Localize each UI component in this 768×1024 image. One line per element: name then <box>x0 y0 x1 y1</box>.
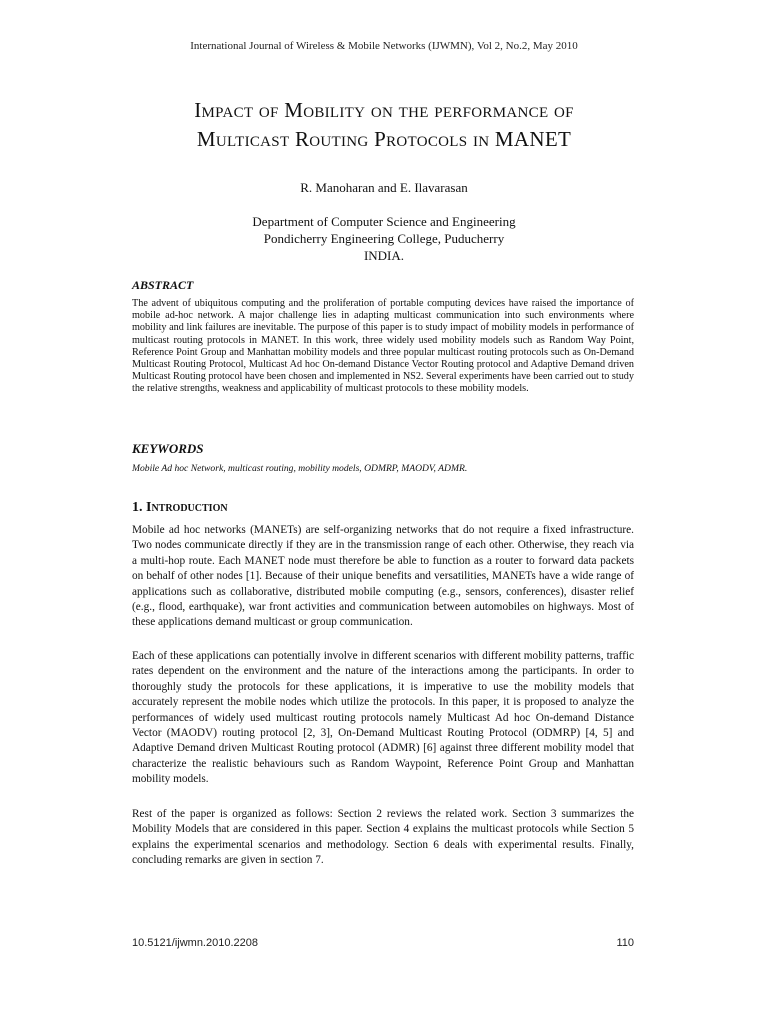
intro-paragraph-1: Mobile ad hoc networks (MANETs) are self-organizing networks that do not require a fixed infrastructure. Two nodes communicate directly if they are in the transmission range of each other. Otherwise, they reach via a multi-hop route. Each MANET node must therefore be able to function as a router to forward data packets on behalf of other nodes [1]. Because of their unique benefits and versatilities, MANETs have a wide range of applications such as collaborative, distributed mobile computing (e.g., sensors, conferences), disaster relief (e.g., flood, earthquake), war front activities and communication between automobiles on highways. Most of these applications demand multicast or group communication. <box>132 524 634 629</box>
affiliation-country: INDIA. <box>363 248 405 263</box>
page-number: 110 <box>616 937 634 949</box>
title-line-1: Impact of Mobility on the performance of <box>194 98 574 122</box>
keywords-text: Mobile Ad hoc Network, multicast routing, mobility models, ODMRP, MAODV, ADMR. <box>132 463 468 474</box>
intro-paragraph-3: Rest of the paper is organized as follows: Section 2 reviews the related work. Section 3 summarizes the Mobility Models that are considered in this paper. Section 4 explains the multicast protocols while Section 5 explains the experimental scenarios and methodology. Section 6 deals with experimental results. Finally, concluding remarks are given in section 7. <box>132 808 634 867</box>
abstract-heading: ABSTRACT <box>132 278 194 292</box>
keywords-heading: KEYWORDS <box>132 441 204 456</box>
footer-doi: 10.5121/ijwmn.2010.2208 <box>132 937 258 949</box>
intro-paragraph-2: Each of these applications can potentially involve in different scenarios with different mobility patterns, traffic rates dependent on the environment and the nature of the interactions among the participants. In order to thoroughly study the protocols for these applications, it is imperative to use the mobility models that accurately represent the mobile nodes which utilize the protocols. In this paper, it is proposed to analyze the performances of widely used multicast routing protocols namely Multicast Ad hoc On-demand Distance Vector (MAODV) routing protocol [2, 3], On-Demand Multicast Routing Protocol (ODMRP) [4, 5] and Adaptive Demand driven Multicast Routing protocol (ADMR) [6] against three different mobility model that characterize the realistic behaviours such as Random Waypoint, Reference Point Group and Manhattan mobility models. <box>132 650 634 786</box>
paper-authors: R. Manoharan and E. Ilavarasan <box>300 180 468 195</box>
affiliation-department: Department of Computer Science and Engineering <box>252 214 516 229</box>
paper-title <box>60 96 708 154</box>
journal-running-head: International Journal of Wireless & Mobile Networks (IJWMN), Vol 2, No.2, May 2010 <box>190 40 578 52</box>
abstract-text: The advent of ubiquitous computing and the proliferation of portable computing devices have raised the importance of mobile ad-hoc network. A major challenge lies in adapting multicast communication into such environments where mobility and link failures are inevitable. The purpose of this paper is to study impact of mobility models in performance of multicast routing protocols in MANET. In this work, three widely used mobility models such as Random Way Point, Reference Point Group and Manhattan mobility models and three popular multicast routing protocols such as On-Demand Multicast Routing Protocol, Multicast Ad hoc On-demand Distance Vector Routing protocol and Adaptive Demand driven Multicast Routing protocol have been chosen and implemented in NS2. Several experiments have been carried out to study the relative strengths, weakness and applicability of multicast protocols to these mobility models. <box>132 298 634 395</box>
author-affiliation <box>0 213 768 264</box>
affiliation-college: Pondicherry Engineering College, Puducherry <box>263 231 505 246</box>
introduction-heading: 1. Introduction <box>132 500 228 515</box>
title-line-2: Multicast Routing Protocols in MANET <box>196 127 572 151</box>
